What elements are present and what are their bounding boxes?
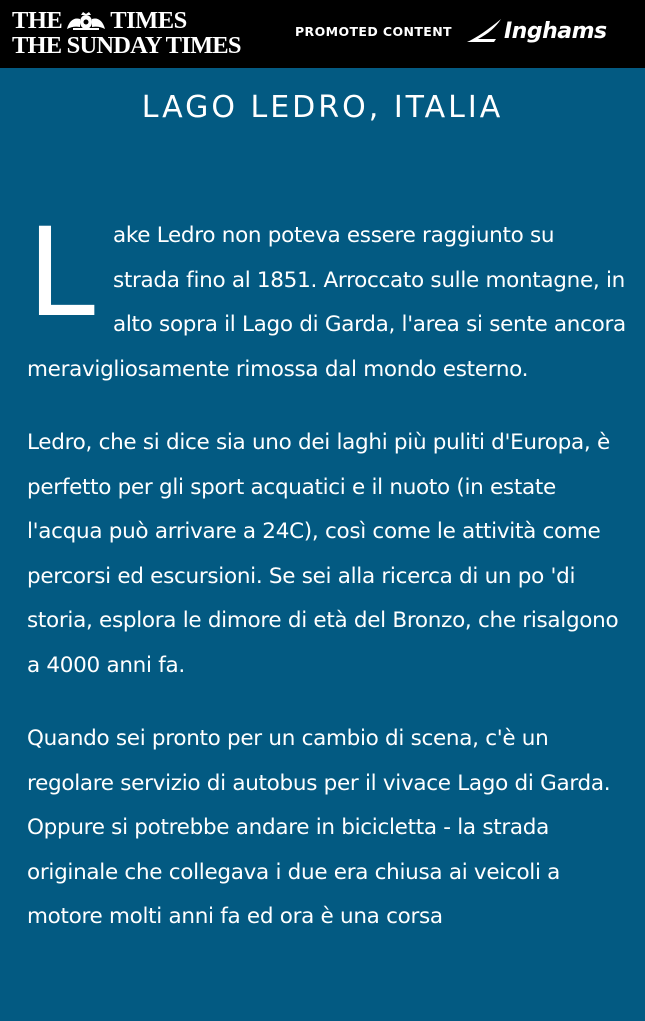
inghams-brand-name: Inghams [504,18,607,44]
article-title: LAGO LEDRO, ITALIA [141,90,504,125]
logo-line-sunday-times: THE SUNDAY TIMES [12,32,241,59]
paragraph-1-text: ake Ledro non poteva essere raggiunto su strada fino al 1851. Arroccato sulle montagne, in alto sopra il Lago di Garda, l'area si sente ancora meravigliosamente rimossa dal mondo esterno. [27,223,626,382]
top-bar [0,0,645,68]
logo-line-the-times [12,6,232,34]
the-times-logo[interactable] [12,6,241,59]
inghams-brand-logo[interactable] [466,18,607,44]
paragraph-1 [27,202,627,392]
paragraph-3: Quando sei pronto per un cambio di scena, c'è un regolare servizio di autobus per il vivace Lago di Garda. Oppure si potrebbe andare in bicicletta - la strada originale che collegava i due era chiusa ai veicoli a motore molti anni fa ed ora è una corsa [27,726,611,929]
promoted-content-label: PROMOTED CONTENT [295,24,452,39]
logo-word-the: THE [12,6,63,34]
logo-word-times: TIMES [110,6,187,34]
royal-crest-icon [65,11,107,31]
inghams-swoosh-icon [466,18,502,44]
paragraph-2: Ledro, che si dice sia uno dei laghi più puliti d'Europa, è perfetto per gli sport acquatici e il nuoto (in estate l'acqua può arrivare a 24C), così come le attività come percorsi ed escursioni. Se sei alla ricerca di un po 'di storia, esplora le dimore di età del Bronzo, che risalgono a 4000 anni fa. [27,430,619,678]
article-body [27,202,627,969]
drop-cap: L [27,202,95,344]
